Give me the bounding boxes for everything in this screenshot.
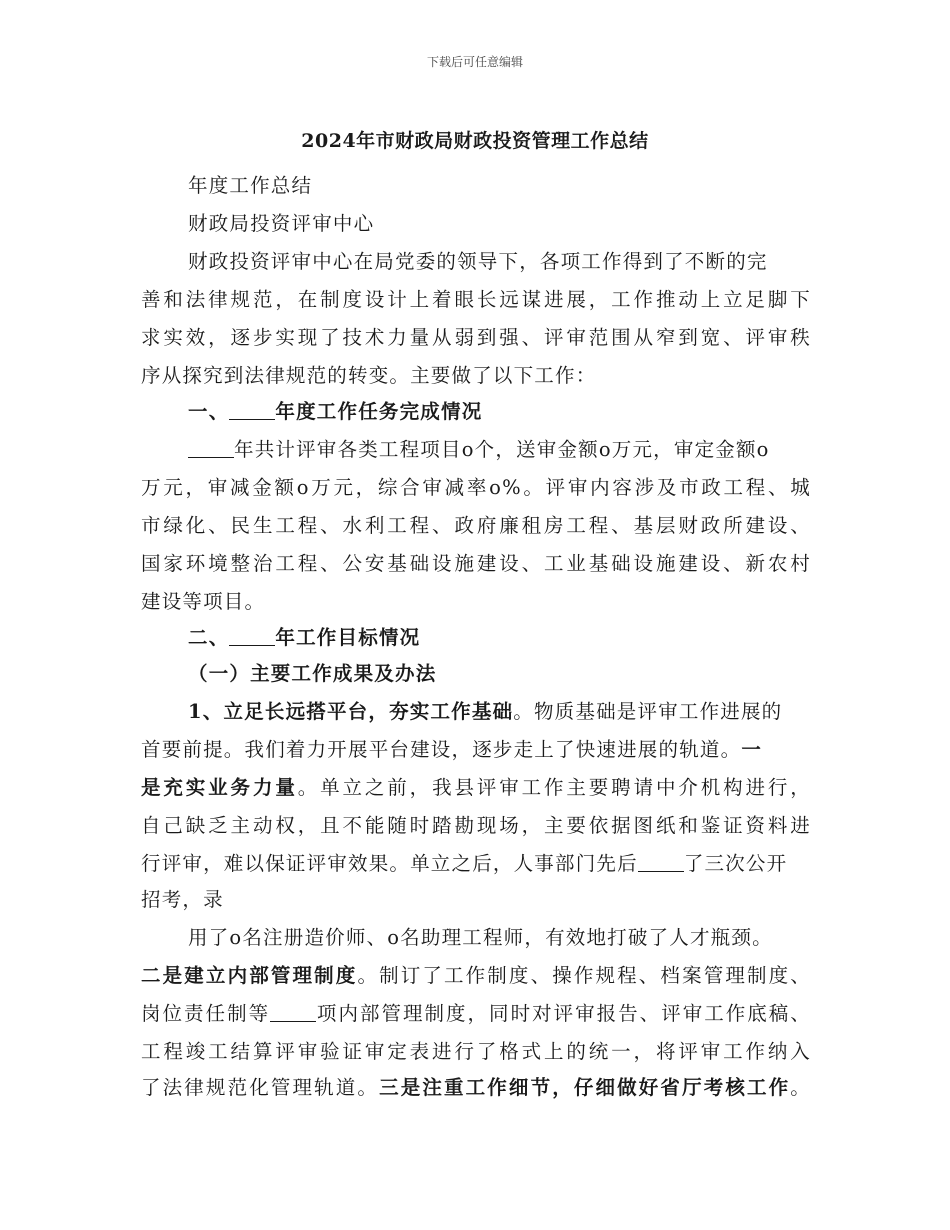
- text-run: 。: [790, 1076, 811, 1099]
- text-run: 自己缺乏主动权，且不能随时踏勘现场，主要依据图纸和鉴证资料进: [141, 814, 811, 837]
- body-line: [141, 1039, 811, 1065]
- text-run: 用了o名注册造价师、o名助理工程师，有效地打破了人才瓶颈。: [188, 926, 773, 949]
- blank-underline: [638, 855, 684, 872]
- blank-underline: [270, 1005, 316, 1022]
- body-line: [141, 963, 811, 989]
- body-line: [141, 287, 811, 313]
- text-run: 国家环境整治工程、公安基础设施建设、工业基础设施建设、新农村: [141, 552, 811, 575]
- text-run: 年共计评审各类工程项目o个，送审金额o万元，审定金额o: [234, 438, 770, 461]
- text-run: 项内部管理制度，同时对评审报告、评审工作底稿、: [316, 1002, 811, 1025]
- body-line: [141, 475, 811, 501]
- text-run: 岗位责任制等: [141, 1002, 271, 1025]
- bold-text: 一: [741, 738, 763, 761]
- text-run: 年度工作总结: [188, 174, 313, 197]
- text-run: 。单立之前，我县评审工作主要聘请中介机构进行，: [297, 776, 811, 799]
- body-line: [141, 851, 787, 877]
- body-line: [188, 173, 312, 199]
- page-header: 下载后可任意编辑: [426, 55, 523, 69]
- body-line: [141, 887, 224, 913]
- body-line: [188, 211, 374, 237]
- body-line: [188, 249, 768, 275]
- text-run: 行评审，难以保证评审效果。单立之后，人事部门先后: [141, 852, 638, 875]
- text-run: 财政局投资评审中心: [188, 212, 375, 235]
- body-line: [141, 513, 811, 539]
- bold-text: 二是建立内部管理制度: [141, 964, 358, 987]
- text-run: 。物质基础是评审工作进展的: [513, 700, 783, 723]
- text-run: 工程竣工结算评审验证审定表进行了格式上的统一，将评审工作纳入: [141, 1040, 811, 1063]
- bold-text: 年度工作任务完成情况: [275, 400, 483, 423]
- text-run: 万元，审减金额o万元，综合审减率o%。评审内容涉及市政工程、城: [141, 476, 811, 499]
- body-line: [141, 1075, 811, 1101]
- body-line: [141, 813, 811, 839]
- bold-text: 1、立足长远搭平台，夯实工作基础: [188, 700, 514, 723]
- text-run: 市绿化、民生工程、水利工程、政府廉租房工程、基层财政所建设、: [141, 514, 811, 537]
- body-line: [141, 325, 811, 351]
- text-run: 财政投资评审中心在局党委的领导下，各项工作得到了不断的完: [188, 250, 768, 273]
- body-line: [188, 399, 482, 425]
- text-run: 善和法律规范，在制度设计上着眼长远谋进展，工作推动上立足脚下: [141, 288, 811, 311]
- text-run: 序从探究到法律规范的转变。主要做了以下工作：: [141, 364, 597, 387]
- body-line: [188, 437, 770, 463]
- body-line: [141, 363, 596, 389]
- blank-underline: [188, 441, 234, 458]
- body-line: [188, 661, 436, 687]
- body-line: [141, 737, 762, 763]
- body-line: [188, 925, 773, 951]
- text-run: 了法律规范化管理轨道。: [141, 1076, 380, 1099]
- text-run: 求实效，逐步实现了技术力量从弱到强、评审范围从窄到宽、评审秩: [141, 326, 811, 349]
- text-run: 首要前提。我们着力开展平台建设，逐步走上了快速进展的轨道。: [141, 738, 742, 761]
- document-title: 2024年市财政局财政投资管理工作总结: [301, 130, 649, 152]
- bold-text: （一）主要工作成果及办法: [188, 662, 437, 685]
- text-run: 招考，录: [141, 888, 224, 911]
- body-line: [141, 589, 265, 615]
- bold-text: 一、: [188, 400, 230, 423]
- bold-text: 是充实业务力量: [141, 776, 298, 799]
- body-line: [141, 775, 811, 801]
- text-run: 建设等项目。: [141, 590, 266, 613]
- body-line: [141, 1001, 811, 1027]
- bold-text: 年工作目标情况: [275, 626, 421, 649]
- body-line: [141, 551, 811, 577]
- body-line: [188, 699, 782, 725]
- bold-text: 三是注重工作细节，仔细做好省厅考核工作: [379, 1076, 791, 1099]
- blank-underline: [229, 629, 275, 646]
- blank-underline: [229, 403, 275, 420]
- body-line: [188, 625, 420, 651]
- text-run: 。制订了工作制度、操作规程、档案管理制度、: [357, 964, 811, 987]
- text-run: 了三次公开: [683, 852, 788, 875]
- bold-text: 二、: [188, 626, 230, 649]
